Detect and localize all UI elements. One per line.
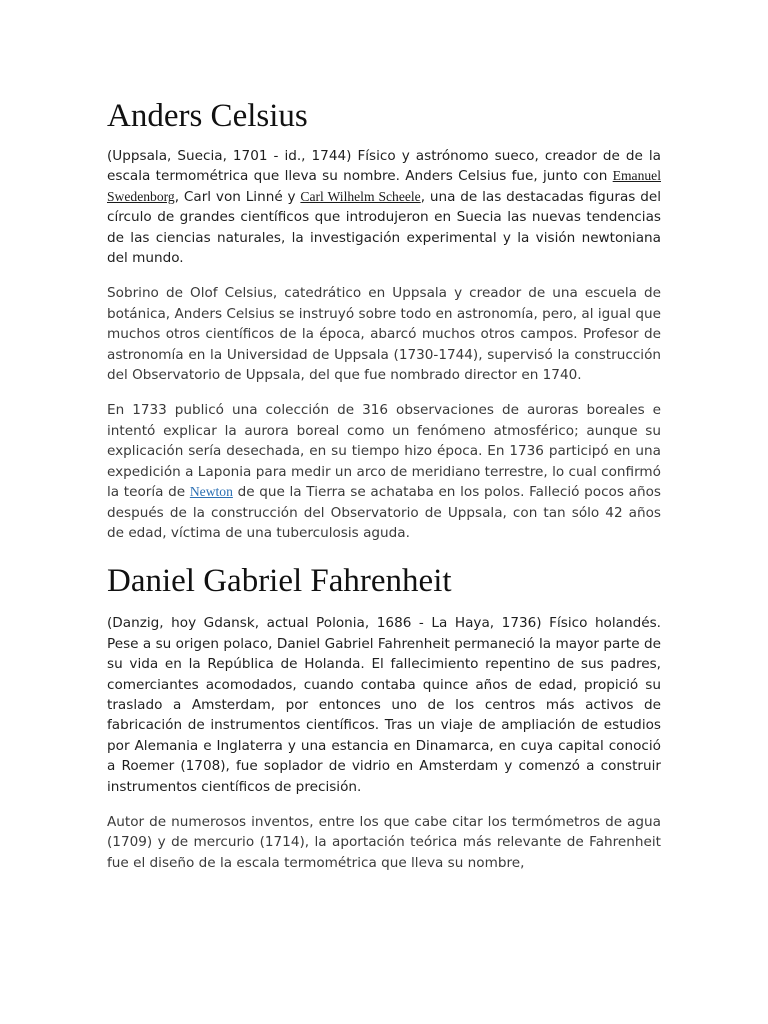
link-newton[interactable]: Newton [189, 484, 233, 500]
link-carl-wilhelm-scheele[interactable]: Carl Wilhelm Scheele [300, 188, 421, 204]
celsius-p1-text-b: , Carl von Linné y [174, 188, 301, 205]
document-page [107, 96, 661, 873]
celsius-paragraph-3 [107, 400, 661, 543]
celsius-p3-text-a: En 1733 publicó una colección de 316 observaciones de auroras boreales e intentó explicar la aurora boreal como un fenómeno atmosférico; aunque su explicación sería desechada, en su tiempo hizo época. En 1736 participó en una expedición a Laponia para medir un arco de meridiano terrestre, lo cual confirmó la teoría de [107, 402, 661, 501]
celsius-p1-text-a: (Uppsala, Suecia, 1701 - id., 1744) Físico y astrónomo sueco, creador de de la escala termométrica que lleva su nombre. Anders Celsius fue, junto con [107, 148, 661, 185]
celsius-p1-text-c: , una de las destacadas figuras del círculo de grandes científicos que introdujeron en Suecia las nuevas tendencias de las ciencias naturales, la investigación experimental y la visión newtoniana del mundo. [107, 188, 661, 267]
fahrenheit-paragraph-1: (Danzig, hoy Gdansk, actual Polonia, 1686 - La Haya, 1736) Físico holandés. Pese a su origen polaco, Daniel Gabriel Fahrenheit permaneció la mayor parte de su vida en la República de Holanda. El fallecimiento repentino de sus padres, comerciantes acomodados, cuando contaba quince años de edad, propició su traslado a Amsterdam, por entonces uno de los centros más activos de fabricación de instrumentos científicos. Tras un viaje de ampliación de estudios por Alemania e Inglaterra y una estancia en Dinamarca, en cuya capital conoció a Roemer (1708), fue soplador de vidrio en Amsterdam y comenzó a construir instrumentos científicos de precisión. [107, 615, 661, 795]
fahrenheit-paragraph-2: Autor de numerosos inventos, entre los que cabe citar los termómetros de agua (1709) y de mercurio (1714), la aportación teórica más relevante de Fahrenheit fue el diseño de la escala termométrica que lleva su nombre, [107, 813, 661, 871]
link-emanuel-swedenborg[interactable]: Emanuel Swedenborg [107, 168, 661, 204]
celsius-p3-text-b: de que la Tierra se achataba en los polos. Falleció pocos años después de la construcción del Observatorio de Uppsala, con tan sólo 42 años de edad, víctima de una tuberculosis aguda. [107, 484, 661, 541]
celsius-paragraph-1 [107, 146, 661, 268]
heading-daniel-gabriel-fahrenheit: Daniel Gabriel Fahrenheit [107, 563, 452, 600]
heading-anders-celsius: Anders Celsius [107, 98, 308, 134]
celsius-paragraph-2: Sobrino de Olof Celsius, catedrático en Uppsala y creador de una escuela de botánica, Anders Celsius se instruyó sobre todo en astronomía, pero, al igual que muchos otros científicos de la época, abarcó muchos otros campos. Profesor de astronomía en la Universidad de Uppsala (1730-1744), supervisó la construcción del Observatorio de Uppsala, del que fue nombrado director en 1740. [107, 285, 661, 384]
